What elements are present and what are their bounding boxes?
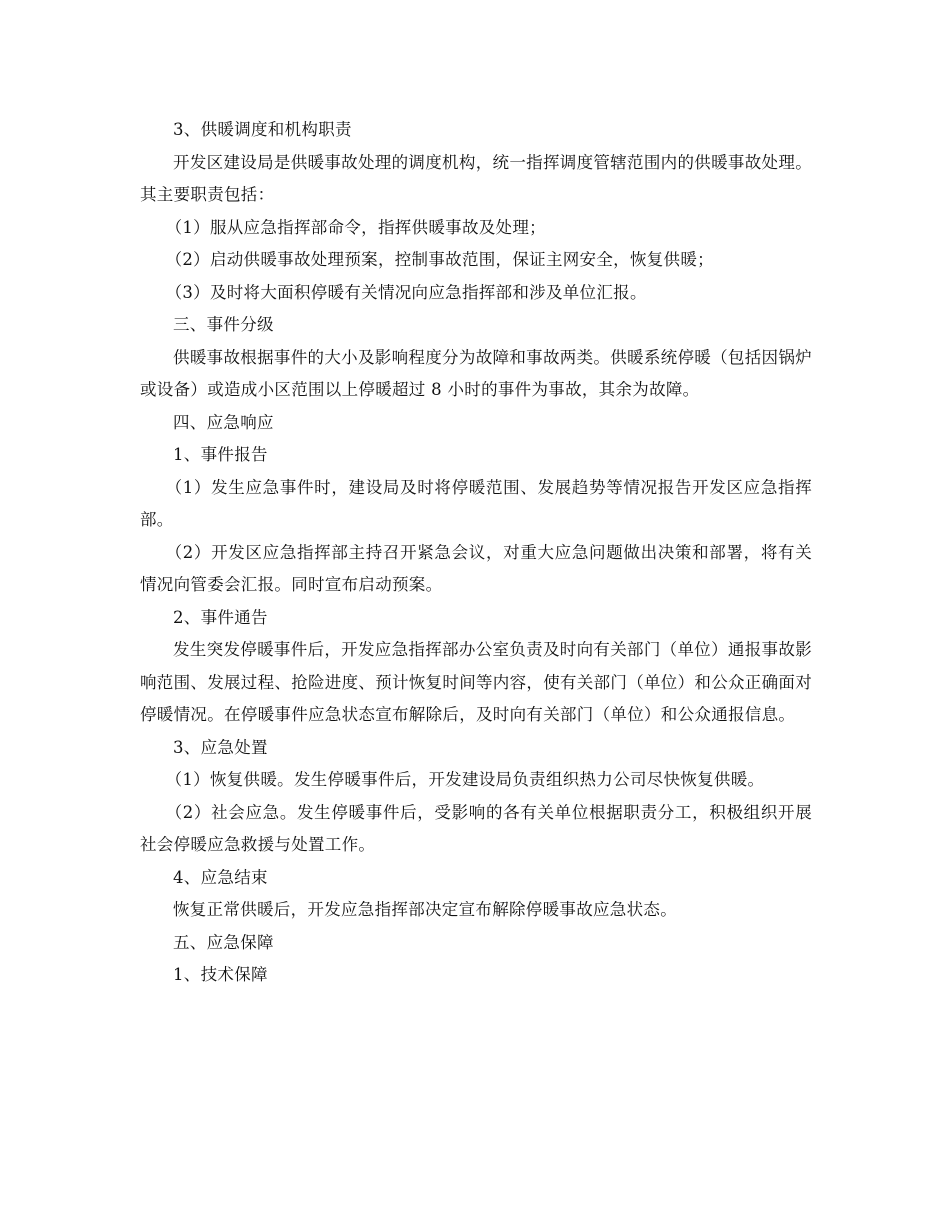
list-item: （2）启动供暖事故处理预案，控制事故范围，保证主网安全，恢复供暖； xyxy=(165,250,714,269)
list-item: （2）社会应急。发生停暖事件后，受影响的各有关单位根据职责分工，积极组织开展社会停暖应急救援与处置工作。 xyxy=(140,802,812,854)
heading-event-notice: 2、事件通告 xyxy=(173,607,268,627)
paragraph-event-notice: 发生突发停暖事件后，开发应急指挥部办公室负责及时向有关部门（单位）通报事故影响范围、发展过程、抢险进度、预计恢复时间等内容，使有关部门（单位）和公众正确面对停暖情况。在停暖事件应急状态宣布解除后，及时向有关部门（单位）和公众通报信息。 xyxy=(140,640,812,724)
heading-dispatch-duties: 3、供暖调度和机构职责 xyxy=(173,120,352,139)
list-item: （1）恢复供暖。发生停暖事件后，开发建设局负责组织热力公司尽快恢复供暖。 xyxy=(165,770,765,789)
heading-emergency-handling: 3、应急处置 xyxy=(173,737,268,757)
document-body xyxy=(140,114,812,992)
heading-technical-support: 1、技术保障 xyxy=(173,965,268,984)
paragraph-event-grading: 供暖事故根据事件的大小及影响程度分为故障和事故两类。供暖系统停暖（包括因锅炉或设备）或造成小区范围以上停暖超过 8 小时的事件为事故，其余为故障。 xyxy=(140,347,812,399)
paragraph-emergency-end: 恢复正常供暖后，开发应急指挥部决定宣布解除停暖事故应急状态。 xyxy=(173,900,677,919)
list-item: （3）及时将大面积停暖有关情况向应急指挥部和涉及单位汇报。 xyxy=(165,282,647,302)
section-heading-event-grading: 三、事件分级 xyxy=(173,315,274,334)
section-heading-emergency-response: 四、应急响应 xyxy=(173,412,274,432)
section-heading-emergency-support: 五、应急保障 xyxy=(173,932,274,952)
list-item: （2）开发区应急指挥部主持召开紧急会议，对重大应急问题做出决策和部署，将有关情况向管委会汇报。同时宣布启动预案。 xyxy=(140,542,812,594)
list-item: （1）服从应急指挥部命令，指挥供暖事故及处理； xyxy=(165,217,546,237)
heading-emergency-end: 4、应急结束 xyxy=(173,867,268,887)
heading-event-report: 1、事件报告 xyxy=(173,445,268,464)
list-item: （1）发生应急事件时，建设局及时将停暖范围、发展趋势等情况报告开发区应急指挥部。 xyxy=(140,477,812,529)
paragraph-dispatch-agency: 开发区建设局是供暖事故处理的调度机构，统一指挥调度管辖范围内的供暖事故处理。其主要职责包括： xyxy=(140,152,812,204)
